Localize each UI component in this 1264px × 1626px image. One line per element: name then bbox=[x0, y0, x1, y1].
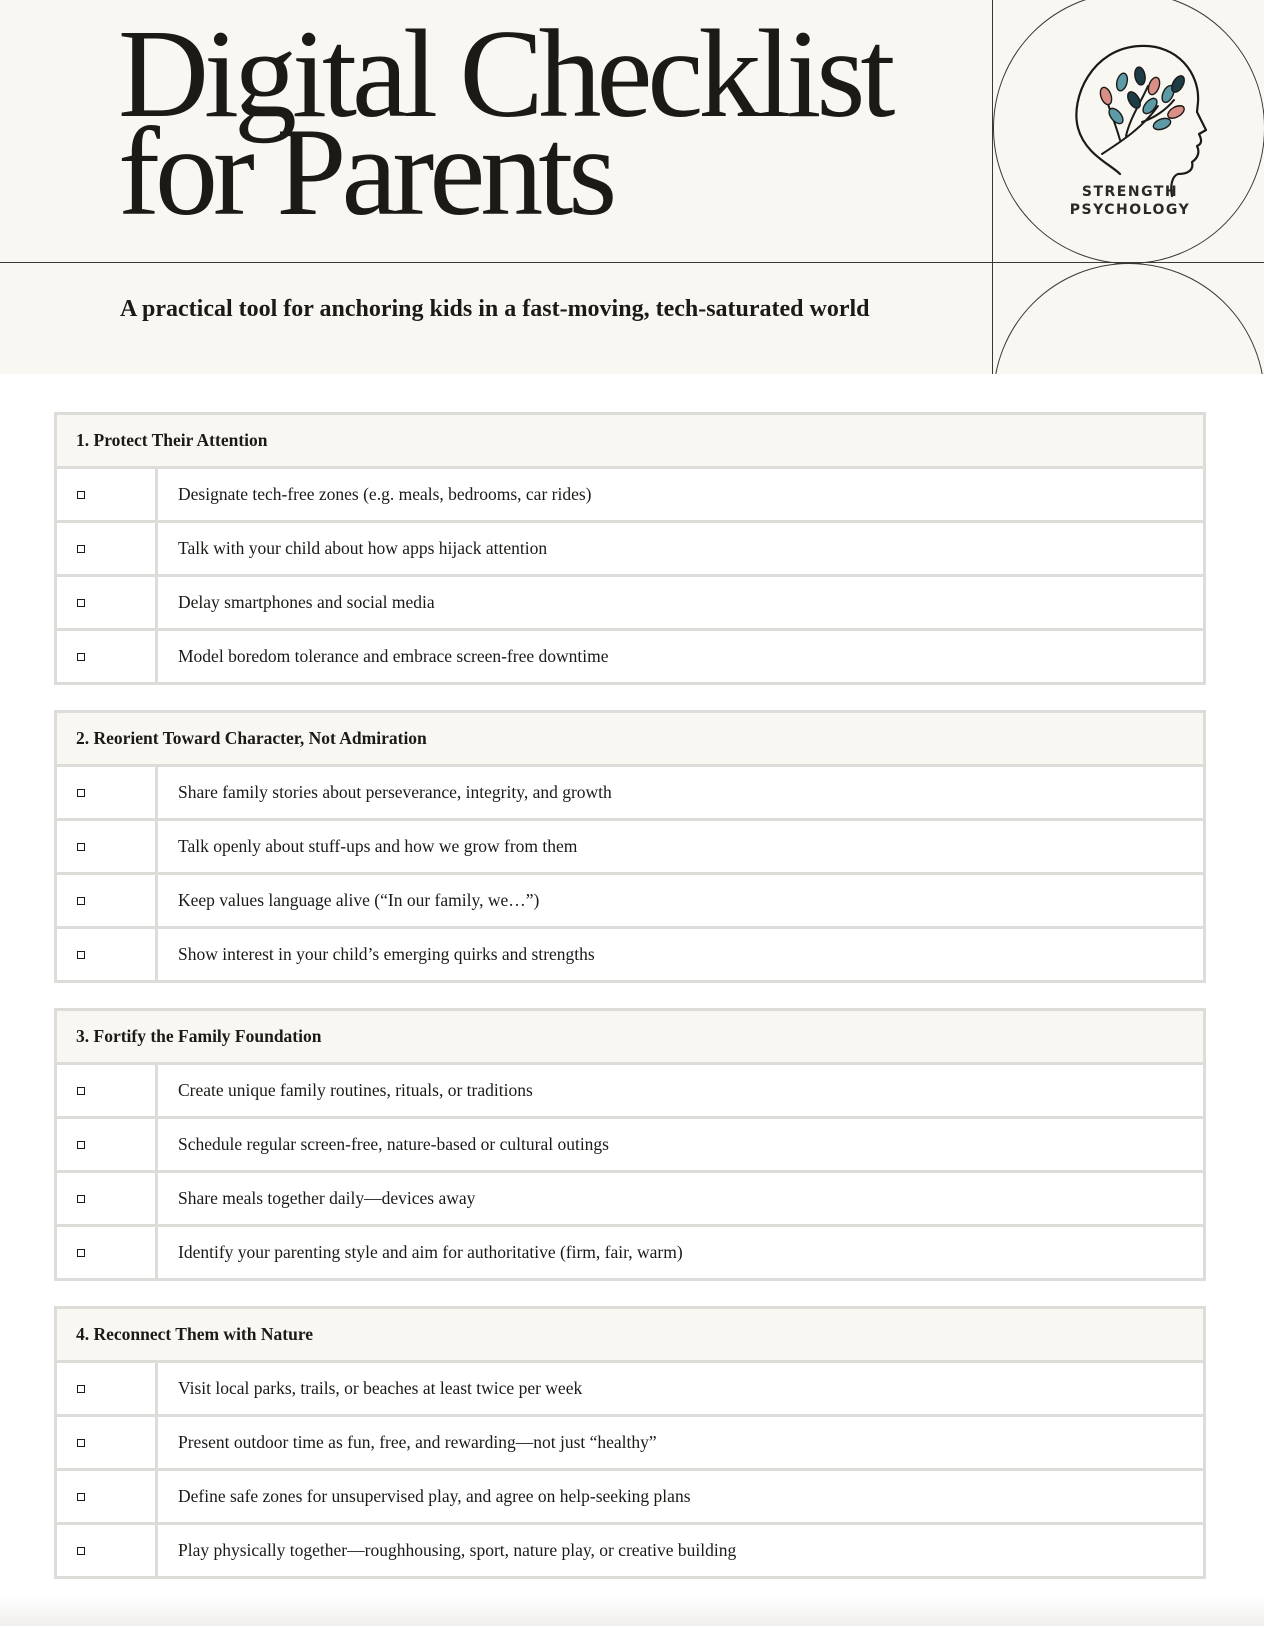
checkbox[interactable] bbox=[77, 789, 85, 797]
checkbox[interactable] bbox=[77, 1547, 85, 1555]
checklist-section bbox=[54, 710, 1206, 983]
item-text: Schedule regular screen-free, nature-based or cultural outings bbox=[178, 1134, 609, 1154]
checkbox-cell bbox=[57, 523, 158, 574]
page-title bbox=[118, 5, 891, 242]
checklist-item bbox=[57, 767, 1203, 821]
item-text: Talk with your child about how apps hijack attention bbox=[178, 538, 548, 558]
item-text: Designate tech-free zones (e.g. meals, bedrooms, car rides) bbox=[178, 484, 592, 504]
checklist-item bbox=[57, 631, 1203, 682]
checklist-item bbox=[57, 577, 1203, 631]
decorative-circle-bottom bbox=[993, 263, 1264, 374]
item-text: Define safe zones for unsupervised play, and agree on help-seeking plans bbox=[178, 1486, 691, 1506]
header bbox=[0, 0, 1264, 374]
checkbox-cell bbox=[57, 1119, 158, 1170]
checklist-section bbox=[54, 412, 1206, 685]
item-text: Share meals together daily—devices away bbox=[178, 1188, 476, 1208]
checkbox-cell bbox=[57, 875, 158, 926]
checkbox-cell bbox=[57, 577, 158, 628]
item-text: Show interest in your child’s emerging quirks and strengths bbox=[178, 944, 595, 964]
checkbox-cell bbox=[57, 1525, 158, 1576]
checklist-item bbox=[57, 1173, 1203, 1227]
item-text: Play physically together—roughhousing, sport, nature play, or creative building bbox=[178, 1540, 737, 1560]
item-text: Visit local parks, trails, or beaches at least twice per week bbox=[178, 1378, 583, 1398]
checkbox[interactable] bbox=[77, 1385, 85, 1393]
checklist-item bbox=[57, 1363, 1203, 1417]
section-heading: 1. Protect Their Attention bbox=[57, 415, 1203, 469]
checkbox[interactable] bbox=[77, 491, 85, 499]
checkbox-cell bbox=[57, 821, 158, 872]
item-text: Talk openly about stuff-ups and how we grow from them bbox=[178, 836, 578, 856]
checklist-item bbox=[57, 469, 1203, 523]
page-subtitle: A practical tool for anchoring kids in a fast-moving, tech-saturated world bbox=[120, 296, 870, 322]
checklist-item bbox=[57, 875, 1203, 929]
checkbox[interactable] bbox=[77, 843, 85, 851]
checklist-item bbox=[57, 1417, 1203, 1471]
checkbox[interactable] bbox=[77, 653, 85, 661]
checkbox[interactable] bbox=[77, 951, 85, 959]
item-text: Model boredom tolerance and embrace screen-free downtime bbox=[178, 646, 609, 666]
section-heading: 3. Fortify the Family Foundation bbox=[57, 1011, 1203, 1065]
checklist bbox=[54, 412, 1206, 1604]
checkbox[interactable] bbox=[77, 897, 85, 905]
checkbox-cell bbox=[57, 631, 158, 682]
checklist-item bbox=[57, 1227, 1203, 1278]
logo-wordmark bbox=[1050, 183, 1210, 219]
checkbox[interactable] bbox=[77, 1195, 85, 1203]
section-heading: 2. Reorient Toward Character, Not Admiration bbox=[57, 713, 1203, 767]
checkbox-cell bbox=[57, 1471, 158, 1522]
checkbox-cell bbox=[57, 767, 158, 818]
checkbox[interactable] bbox=[77, 599, 85, 607]
header-divider-horizontal bbox=[0, 262, 1264, 263]
item-text: Share family stories about perseverance, integrity, and growth bbox=[178, 782, 612, 802]
checkbox[interactable] bbox=[77, 1493, 85, 1501]
checklist-section bbox=[54, 1306, 1206, 1579]
checkbox[interactable] bbox=[77, 1141, 85, 1149]
checkbox-cell bbox=[57, 1363, 158, 1414]
checklist-section bbox=[54, 1008, 1206, 1281]
checkbox-cell bbox=[57, 1417, 158, 1468]
page-bottom-edge bbox=[0, 1596, 1264, 1626]
title-line-2: for Parents bbox=[118, 103, 613, 242]
item-text: Delay smartphones and social media bbox=[178, 592, 435, 612]
checklist-item bbox=[57, 523, 1203, 577]
checkbox-cell bbox=[57, 929, 158, 980]
checkbox[interactable] bbox=[77, 1087, 85, 1095]
checklist-item bbox=[57, 1525, 1203, 1576]
logo-line-1: STRENGTH bbox=[1081, 184, 1179, 200]
checklist-item bbox=[57, 929, 1203, 980]
checklist-item bbox=[57, 1471, 1203, 1525]
title-line-1: Digital Checklist bbox=[118, 5, 891, 144]
checkbox[interactable] bbox=[77, 545, 85, 553]
header-divider-vertical bbox=[992, 0, 993, 374]
item-text: Create unique family routines, rituals, or traditions bbox=[178, 1080, 533, 1100]
checklist-item bbox=[57, 1119, 1203, 1173]
checkbox-cell bbox=[57, 469, 158, 520]
logo-line-2: PSYCHOLOGY bbox=[1069, 202, 1191, 218]
item-text: Present outdoor time as fun, free, and rewarding—not just “healthy” bbox=[178, 1432, 657, 1452]
checkbox[interactable] bbox=[77, 1249, 85, 1257]
checkbox-cell bbox=[57, 1173, 158, 1224]
item-text: Identify your parenting style and aim for authoritative (firm, fair, warm) bbox=[178, 1242, 683, 1262]
checklist-item bbox=[57, 821, 1203, 875]
checklist-item bbox=[57, 1065, 1203, 1119]
item-text: Keep values language alive (“In our family, we…”) bbox=[178, 890, 540, 910]
checkbox-cell bbox=[57, 1227, 158, 1278]
section-heading: 4. Reconnect Them with Nature bbox=[57, 1309, 1203, 1363]
checkbox-cell bbox=[57, 1065, 158, 1116]
checkbox[interactable] bbox=[77, 1439, 85, 1447]
